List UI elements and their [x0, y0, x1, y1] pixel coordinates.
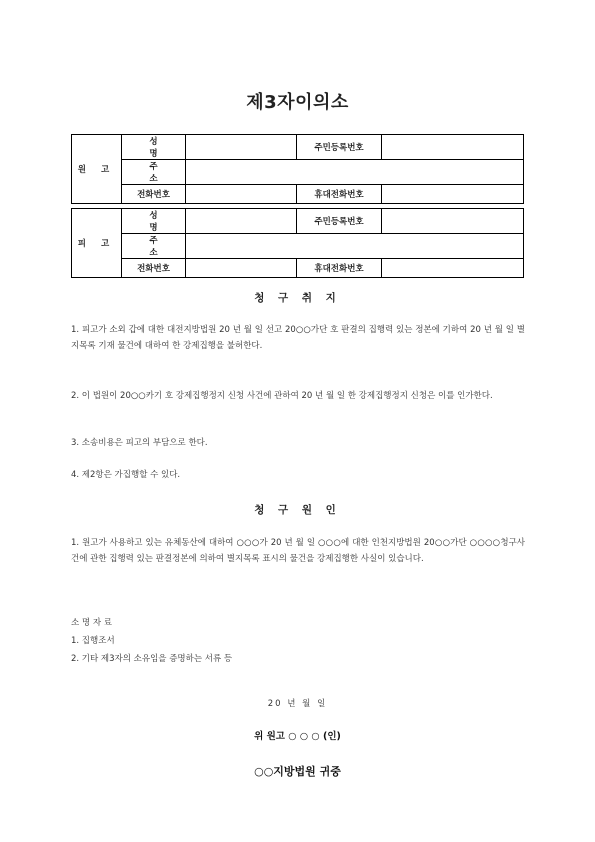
evidence-item-2: 2. 기타 제3자의 소유임을 증명하는 서류 등: [71, 654, 233, 664]
date-line: 20 년 월 일: [267, 699, 328, 709]
defendant-mobile-field[interactable]: [382, 259, 524, 278]
plaintiff-phone-field[interactable]: [186, 185, 297, 204]
claim-purpose-item-3: 3. 소송비용은 피고의 부담으로 한다.: [71, 438, 208, 448]
party-info-table: [71, 134, 524, 278]
evidence-item-1: 1. 집행조서: [71, 636, 115, 646]
defendant-phone-field[interactable]: [186, 259, 297, 278]
plaintiff-id-field[interactable]: [382, 135, 524, 160]
claim-purpose-item-4: 4. 제2항은 가집행할 수 있다.: [71, 470, 181, 480]
claim-cause-body: 1. 원고가 사용하고 있는 유체동산에 대하여 ○○○가 20 년 월 일 ○○○에 대한 인천지방법원 20○○가단 ○○○○청구사건에 관한 집행력 있는 판결정본에 의하여 별지목록 표시의 물건을 강제집행한 사실이 있습니다.: [71, 538, 525, 564]
defendant-phone-label: 전화번호: [122, 259, 186, 278]
defendant-id-field[interactable]: [382, 209, 524, 234]
defendant-id-label: 주민등록번호: [297, 209, 382, 234]
claim-purpose-heading: 청 구 취 지: [254, 292, 341, 304]
defendant-address-field[interactable]: [186, 234, 524, 259]
claim-cause-heading: 청 구 원 인: [254, 504, 341, 516]
page-title: 제3자이의소: [246, 92, 349, 113]
plaintiff-mobile-field[interactable]: [382, 185, 524, 204]
defendant-label: 피 고: [72, 209, 122, 278]
signature-line: 위 원고 ○ ○ ○ (인): [254, 731, 341, 742]
defendant-mobile-label: 휴대전화번호: [297, 259, 382, 278]
plaintiff-label: 원 고: [72, 135, 122, 204]
court-addressee: ○○지방법원 귀중: [254, 765, 341, 778]
plaintiff-name-label: 성 명: [122, 135, 186, 160]
defendant-name-field[interactable]: [186, 209, 297, 234]
claim-purpose-item-1: 1. 피고가 소외 갑에 대한 대전지방법원 20 년 월 일 선고 20○○가단 호 판결의 집행력 있는 정본에 기하여 20 년 월 일 별지목록 기재 물건에 대하여 한 강제집행을 불허한다.: [71, 325, 525, 351]
plaintiff-address-label: 주 소: [122, 160, 186, 185]
defendant-address-label: 주 소: [122, 234, 186, 259]
defendant-name-label: 성 명: [122, 209, 186, 234]
plaintiff-phone-label: 전화번호: [122, 185, 186, 204]
plaintiff-address-field[interactable]: [186, 160, 524, 185]
plaintiff-mobile-label: 휴대전화번호: [297, 185, 382, 204]
plaintiff-id-label: 주민등록번호: [297, 135, 382, 160]
plaintiff-name-field[interactable]: [186, 135, 297, 160]
evidence-heading: 소 명 자 료: [71, 618, 112, 628]
claim-purpose-item-2: 2. 이 법원이 20○○카기 호 강제집행정지 신청 사건에 관하여 20 년 월 일 한 강제집행정지 신청은 이를 인가한다.: [71, 391, 493, 401]
